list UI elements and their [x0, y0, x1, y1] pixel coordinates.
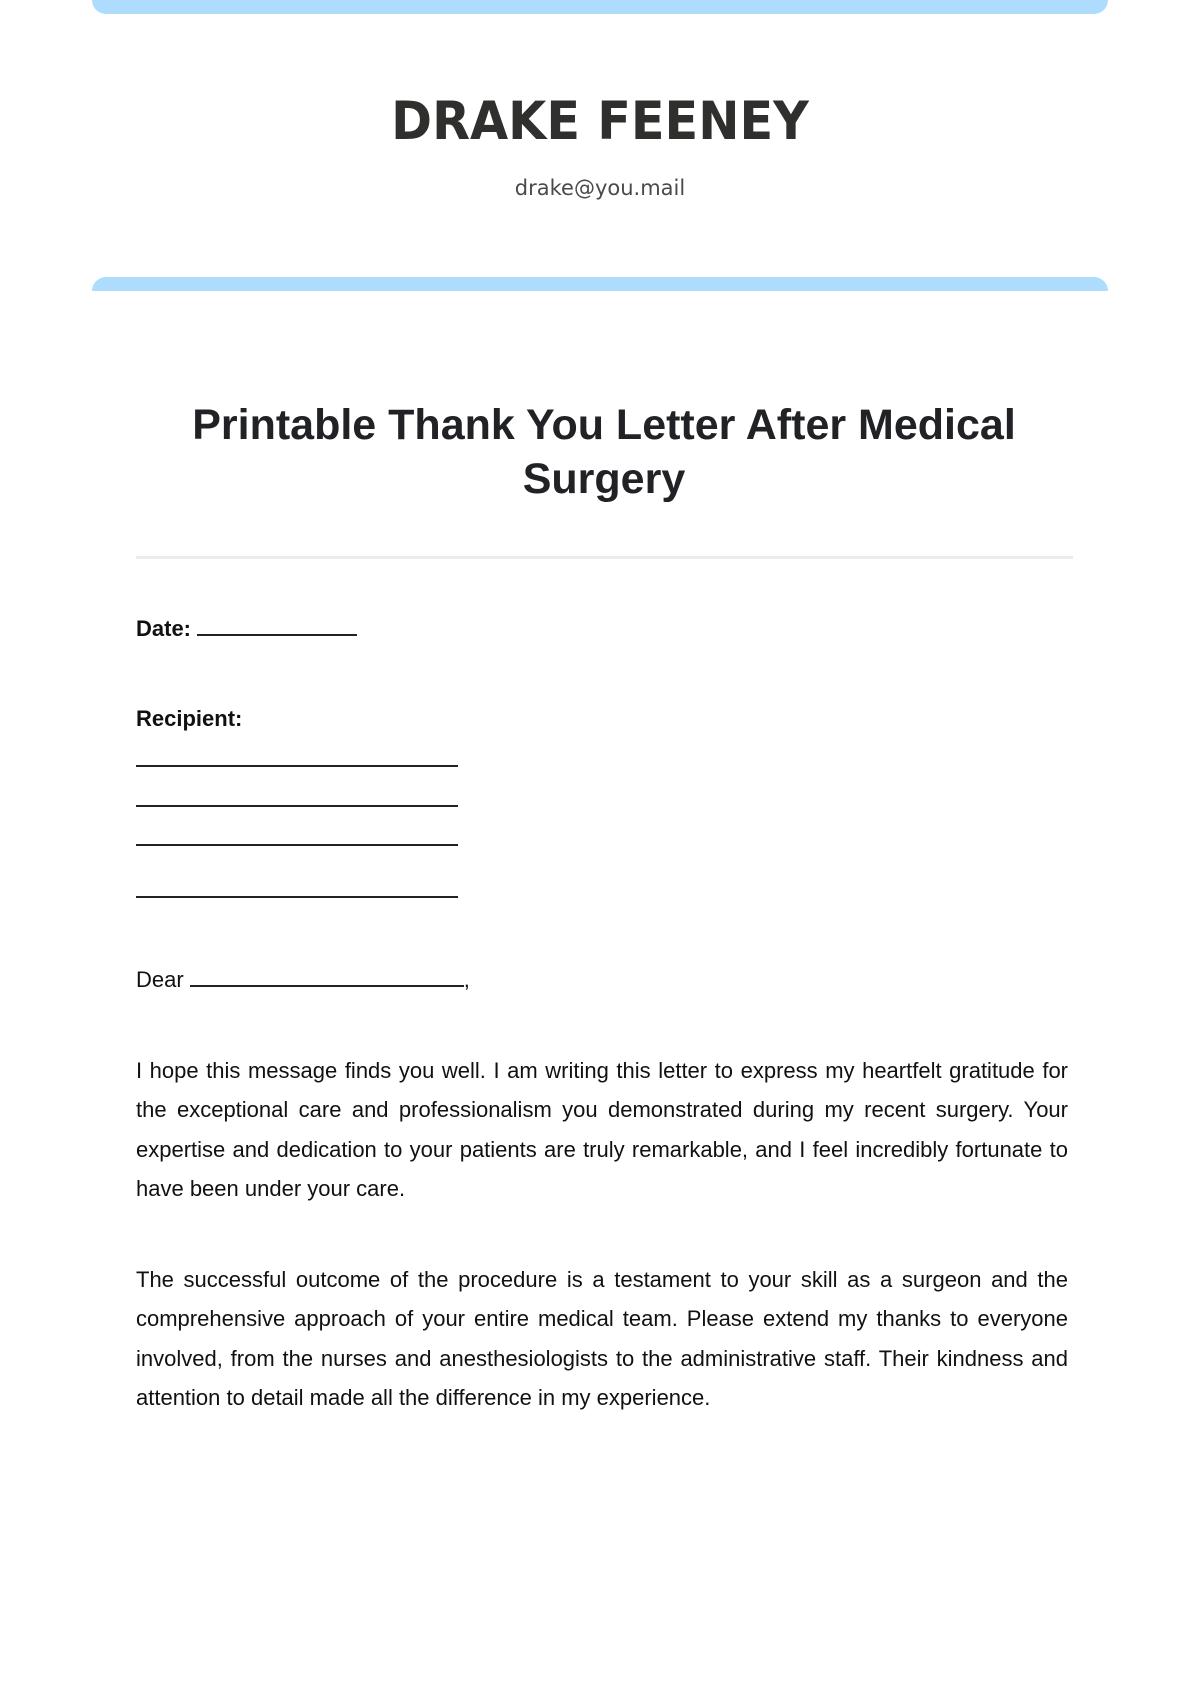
- recipient-blank-line-1[interactable]: [136, 765, 458, 767]
- header-bottom-accent-band: [92, 277, 1108, 291]
- salutation-blank-line[interactable]: [190, 965, 464, 987]
- recipient-blank-line-4[interactable]: [136, 896, 458, 898]
- header-top-accent-band: [92, 0, 1108, 14]
- salutation-prefix: Dear: [136, 967, 184, 992]
- title-divider: [136, 556, 1073, 559]
- date-field: [136, 614, 357, 643]
- recipient-label: Recipient:: [136, 706, 243, 731]
- sender-name: DRAKE FEENEY: [391, 91, 809, 152]
- sender-email: drake@you.mail: [514, 176, 686, 200]
- body-paragraph-1: I hope this message finds you well. I am writing this letter to express my heartfelt gratitude for the exceptional care and professionalism you demonstrated during my recent surgery. Your expertise and dedication to your patients are truly remarkable, and I feel incredibly fortunate to have been under your care.: [136, 1058, 1068, 1201]
- salutation-suffix: ,: [463, 967, 470, 992]
- recipient-blank-line-2[interactable]: [136, 805, 458, 807]
- document-title: Printable Thank You Letter After Medical Surgery: [192, 401, 1016, 503]
- date-label: Date:: [136, 616, 192, 641]
- recipient-blank-line-3[interactable]: [136, 844, 458, 846]
- body-paragraph-2: The successful outcome of the procedure is a testament to your skill as a surgeon and the comprehensive approach of your entire medical team. Please extend my thanks to everyone involved, from the nurses and anesthesiologists to the administrative staff. Their kindness and attention to detail made all the difference in my experience.: [136, 1267, 1068, 1410]
- date-blank-line[interactable]: [197, 614, 357, 636]
- salutation: [136, 965, 470, 995]
